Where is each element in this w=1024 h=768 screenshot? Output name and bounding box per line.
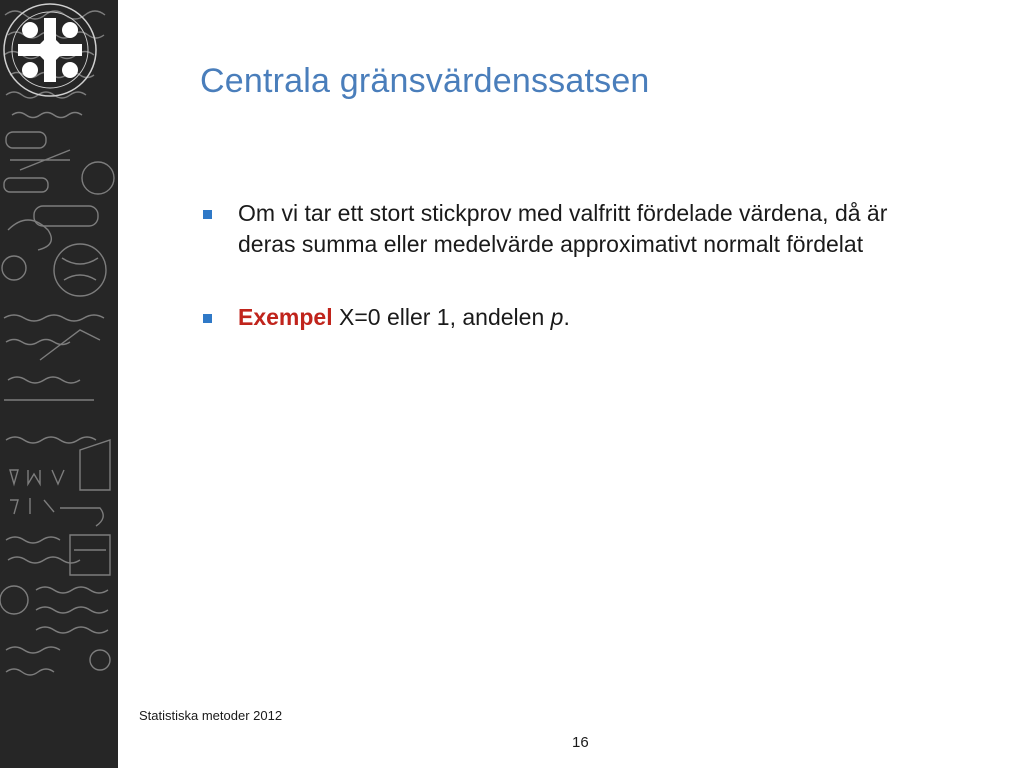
- bullet-list: [200, 198, 900, 375]
- square-bullet-icon: [203, 210, 212, 219]
- chalkboard-sidebar: [0, 0, 118, 768]
- footer-course-label: Statistiska metoder 2012: [139, 708, 283, 723]
- bullet-item-2: [200, 302, 900, 333]
- square-bullet-icon: [203, 314, 212, 323]
- slide-title: Centrala gränsvärdenssatsen: [200, 62, 650, 100]
- chalkboard-scribbles: [0, 0, 118, 768]
- bullet-text: Om vi tar ett stort stickprov med valfritt fördelade värdena, då är deras summa eller medelvärde approximativt normalt fördelat: [238, 200, 888, 257]
- linkoping-university-logo-icon: [0, 0, 100, 100]
- variable-p: p: [550, 304, 564, 330]
- bullet-text: X=0 eller 1, andelen: [332, 304, 551, 330]
- bullet-item-1: [200, 198, 900, 260]
- bullet-text-end: .: [563, 304, 570, 330]
- emphasis-label: Exempel: [238, 304, 333, 330]
- page-number: 16: [572, 734, 589, 751]
